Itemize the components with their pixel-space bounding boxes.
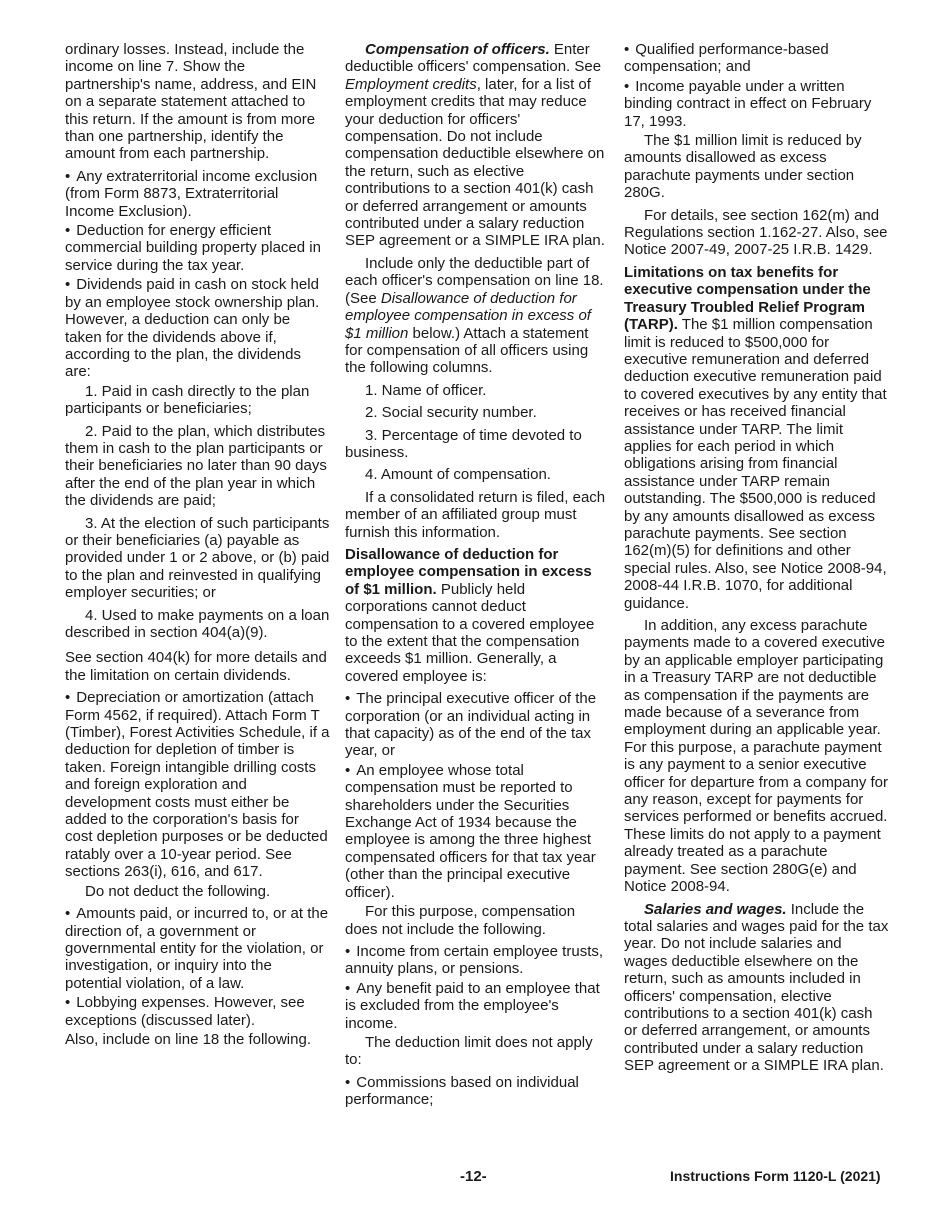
bullet-item: • Qualified performance-based compensation; and [624,41,889,76]
paragraph: Do not deduct the following. [85,882,271,900]
numbered-item: 4. Amount of compensation. [365,466,551,484]
bullet-item: • Lobbying expenses. However, see exceptions (discussed later). [65,994,330,1029]
page-number: -12- [460,1168,487,1185]
paragraph: Disallowance of deduction for employee compensation in excess of $1 million. Publicly held corporations cannot deduct compensation to a covered employee to the extent that the compensation exceeds $1 million. Generally, a covered employee is: [345,545,595,685]
paragraph: Include only the deductible part of each officer's compensation on line 18. (See Disallowance of deduction for employee compensation in excess of $1 million below.) Attach a statement for compensation of all officers using the following columns. [345,254,604,377]
paragraph: ordinary losses. Instead, include the income on line 7. Show the partnership's name, address, and EIN on a separate statement attached to this return. If the amount is from more than one partnership, identify the amount from each partnership. [65,41,317,163]
section-heading: Disallowance of deduction for employee compensation in excess of $1 million. [345,545,592,598]
column-1 [65,41,330,1053]
bullet-item: • Amounts paid, or incurred to, or at the direction of, a government or governmental entity for the violation, or investigation, or inquiry into the potential violation, of a law. [65,905,330,992]
bullet-item: • Depreciation or amortization (attach Form 4562, if required). Attach Form T (Timber), Forest Activities Schedule, if a deduction for depletion of timber is taken. Foreign intangible drilling costs and foreign exploration and development costs must either be added to the corporation's basis for cost depletion purposes or be deducted ratably over a 10-year period. See sections 263(i), 616, and 617. [65,689,330,880]
paragraph: The deduction limit does not apply to: [345,1033,593,1069]
bullet-item: • An employee whose total compensation must be reported to shareholders under the Securities Exchange Act of 1934 because the employee is among the three highest compensated officers for that tax year (other than the principal executive officer). [345,762,610,901]
section-heading: Compensation of officers. [365,41,550,58]
bullet-item: • Dividends paid in cash on stock held by an employee stock ownership plan. However, a deduction can only be taken for the dividends above if, according to the plan, the dividends are: [65,276,330,380]
section-heading: Limitations on tax benefits for executive compensation under the Treasury Troubled Relief Program (TARP). [624,263,871,334]
paragraph: If a consolidated return is filed, each member of an affiliated group must furnish this information. [345,488,606,541]
numbered-item: 4. Used to make payments on a loan described in section 404(a)(9). [65,606,330,641]
paragraph: In addition, any excess parachute payments made to a covered executive by an applicable employer participating in a Treasury TARP are not deductible as compensation if the payments are made because of a severance from employment during an applicable year. For this purpose, a parachute payment is any payment to a senior executive officer for departure from a company for any reason, except for payments for services performed or benefits accrued. These limits do not apply to a payment already treated as a parachute payment. See section 280G(e) and Notice 2008-94. [624,617,889,896]
column-3 [624,41,889,1080]
numbered-item: 1. Paid in cash directly to the plan participants or beneficiaries; [65,382,310,418]
form-title: Instructions Form 1120-L (2021) [670,1168,881,1184]
bullet-item: • Income payable under a written binding contract in effect on February 17, 1993. [624,78,889,130]
numbered-item: 3. At the election of such participants or their beneficiaries (a) payable as provided under 1 or 2 above, or (b) paid to the plan and reinvested in qualifying employer securities; or [65,514,330,602]
bullet-item: • Any extraterritorial income exclusion (from Form 8873, Extraterritorial Income Exclusion). [65,168,330,220]
paragraph: For details, see section 162(m) and Regulations section 1.162-27. Also, see Notice 2007-49, 2007-25 I.R.B. 1429. [624,206,888,259]
bullet-item: • Commissions based on individual performance; [345,1074,610,1109]
section-heading: Salaries and wages. [644,900,787,918]
paragraph: Also, include on line 18 the following. [65,1030,311,1048]
paragraph: Salaries and wages. Include the total salaries and wages paid for the tax year. Do not include salaries and wages deductible elsewhere on the return, such as amounts included in officers' compensation, elective contributions to a section 401(k) cash or deferred arrangement, or amounts contributed under a salary reduction SEP agreement or a SIMPLE IRA plan. [624,900,889,1075]
paragraph: See section 404(k) for more details and the limitation on certain dividends. [65,649,327,684]
bullet-item: • The principal executive officer of the corporation (or an individual acting in that capacity) as of the end of the tax year, or [345,690,610,760]
numbered-item: 1. Name of officer. [365,381,487,399]
paragraph: The $1 million limit is reduced by amounts disallowed as excess parachute payments under section 280G. [624,132,862,202]
bullet-item: • Income from certain employee trusts, annuity plans, or pensions. [345,943,610,978]
bullet-item: • Any benefit paid to an employee that is excluded from the employee's income. [345,980,610,1032]
paragraph: Compensation of officers. Enter deductible officers' compensation. See Employment credits, later, for a list of employment credits that may reduce your deduction for officers' compensation. Do not include compensation deductible elsewhere on the return, such as elective contributions to a section 401(k) cash or deferred arrangement or amounts contributed under a salary reduction SEP agreement or a SIMPLE IRA plan. [345,41,605,250]
numbered-item: 2. Social security number. [365,404,537,422]
numbered-item: 2. Paid to the plan, which distributes them in cash to the plan participants or their beneficiaries no later than 90 days after the end of the plan year in which the dividends are paid; [65,422,327,510]
column-2 [345,41,610,1111]
paragraph: Limitations on tax benefits for executive compensation under the Treasury Troubled Relief Program (TARP). The $1 million compensation limit is reduced to $500,000 for executive remuneration and deferred deduction executive remuneration paid to covered executives by any entity that receives or has received financial assistance under TARP. The limit applies for each period in which obligations arising from financial assistance under TARP remain outstanding. The $500,000 is reduced by any amounts disallowed as excess parachute payments. See section 162(m)(5) for definitions and other special rules. Also, see Notice 2008-94, 2008-44 I.R.B. 1070, for additional guidance. [624,263,887,612]
numbered-item: 3. Percentage of time devoted to business. [345,426,582,461]
bullet-item: • Deduction for energy efficient commercial building property placed in service during the tax year. [65,222,330,274]
paragraph: For this purpose, compensation does not include the following. [345,903,576,938]
